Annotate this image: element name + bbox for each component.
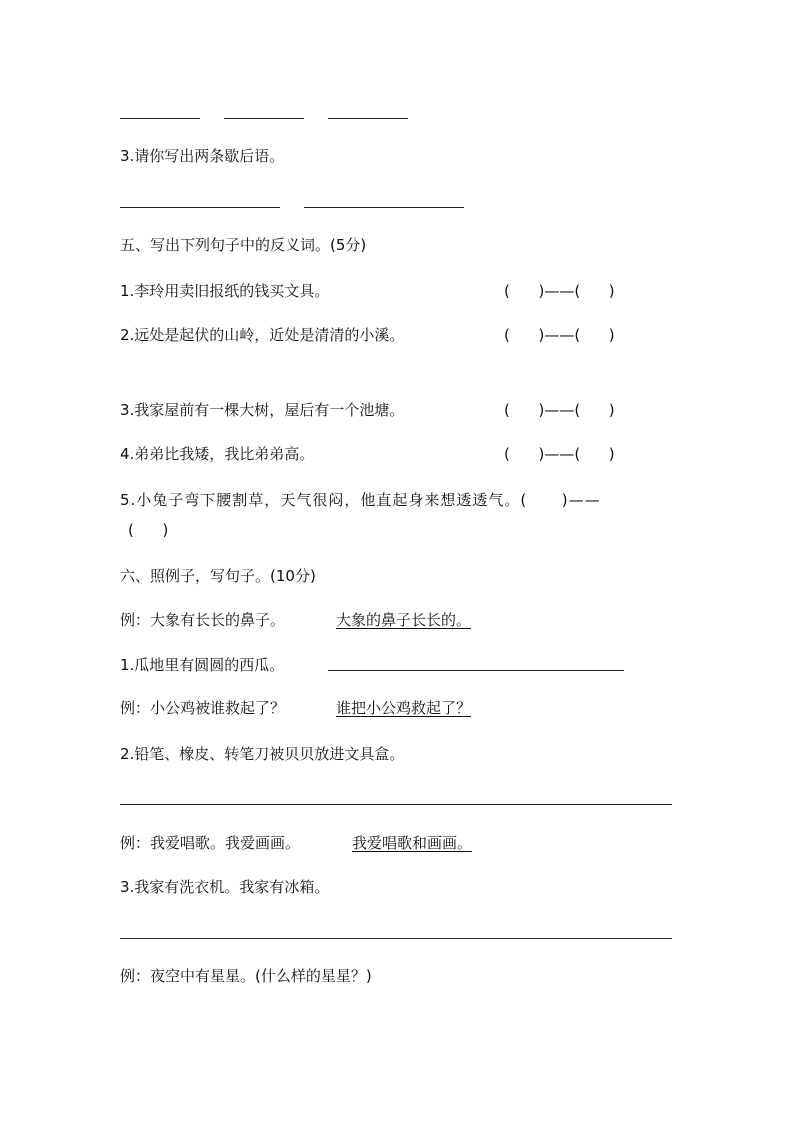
answer-line[interactable]	[120, 938, 672, 939]
section-5-item-4: 4.弟弟比我矮，我比弟弟高。	[120, 445, 315, 463]
section-6-heading: 六、照例子，写句子。(10分)	[120, 567, 316, 585]
question-6-2: 2.铅笔、橡皮、转笔刀被贝贝放进文具盒。	[120, 745, 405, 763]
antonym-pair-blank[interactable]: ( )——( )	[504, 445, 615, 463]
answer-blank[interactable]	[120, 118, 200, 119]
section-5-item-2: 2.远处是起伏的山岭，近处是清清的小溪。	[120, 326, 405, 344]
antonym-pair-blank[interactable]: ( )——( )	[504, 401, 615, 419]
answer-blank[interactable]	[224, 118, 304, 119]
question-6-3: 3.我家有洗衣机。我家有冰箱。	[120, 878, 330, 896]
example-4-prompt: 例：夜空中有星星。(什么样的星星？)	[120, 967, 372, 985]
section-5-item-5: 5.小兔子弯下腰割草，天气很闷，他直起身来想透透气。( )——	[120, 491, 601, 509]
section-5-item-5-continued[interactable]: ( )	[128, 521, 169, 539]
answer-line[interactable]	[120, 804, 672, 805]
section-5-heading: 五、写出下列句子中的反义词。(5分)	[120, 236, 367, 254]
question-3-text: 3.请你写出两条歇后语。	[120, 147, 285, 165]
section-5-item-1: 1.李玲用卖旧报纸的钱买文具。	[120, 282, 330, 300]
example-1-prompt: 例：大象有长长的鼻子。	[120, 611, 286, 629]
answer-line[interactable]	[328, 670, 624, 671]
answer-blank[interactable]	[304, 207, 464, 208]
question-6-1: 1.瓜地里有圆圆的西瓜。	[120, 656, 285, 674]
example-1-answer: 大象的鼻子长长的。	[336, 611, 472, 629]
antonym-pair-blank[interactable]: ( )——( )	[504, 326, 615, 344]
antonym-pair-blank[interactable]: ( )——( )	[504, 282, 615, 300]
answer-blank[interactable]	[328, 118, 408, 119]
example-2-prompt: 例：小公鸡被谁救起了？	[120, 699, 286, 717]
example-3-answer: 我爱唱歌和画画。	[352, 834, 473, 852]
answer-blank[interactable]	[120, 207, 280, 208]
example-3-prompt: 例：我爱唱歌。我爱画画。	[120, 834, 301, 852]
example-2-answer: 谁把小公鸡救起了？	[336, 699, 472, 717]
section-5-item-3: 3.我家屋前有一棵大树，屋后有一个池塘。	[120, 401, 405, 419]
